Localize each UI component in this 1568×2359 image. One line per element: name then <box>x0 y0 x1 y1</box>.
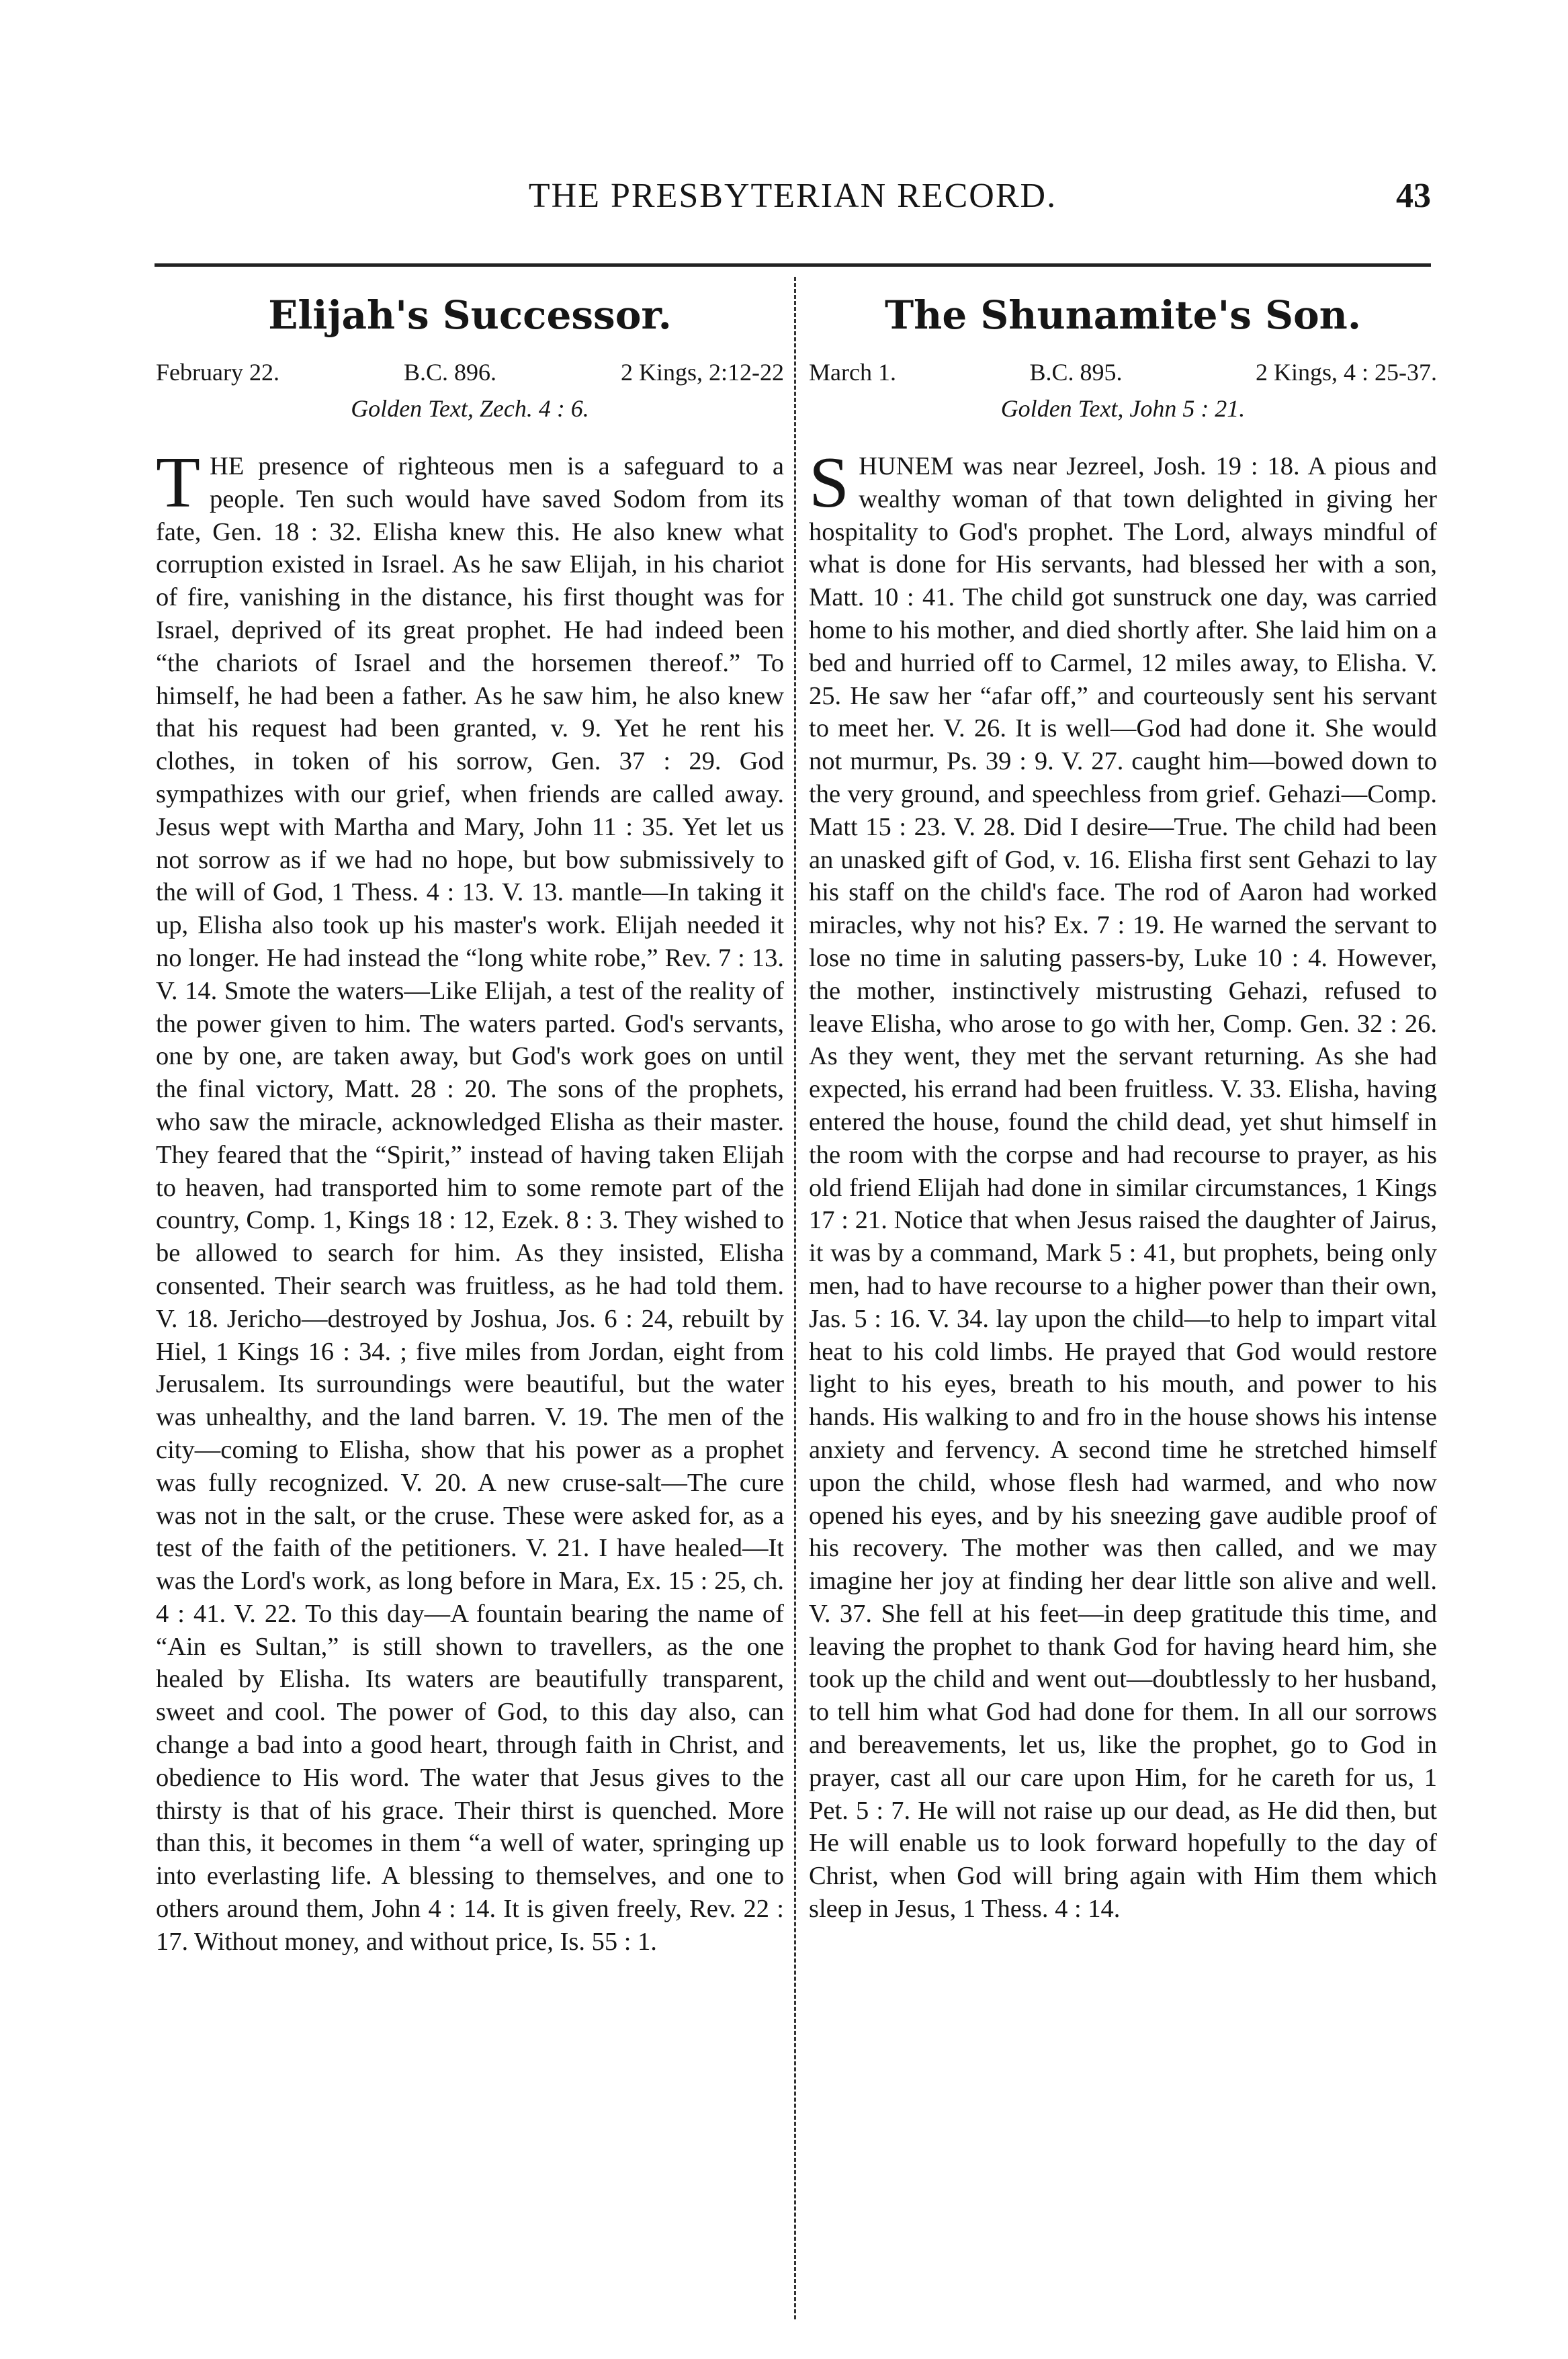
lesson-body-text: HUNEM was near Jezreel, Josh. 19 : 18. A pious and wealthy woman of that town delighted in giving her hospitality to God's prophet. The Lord, always mindful of what is done for His servants, had blessed her with a son, Matt. 10 : 41. The child got sunstruck one day, was carried home to his mother, and died shortly after. She laid him on a bed and hurried off to Carmel, 12 miles away, to Elisha. V. 25. He saw her “afar off,” and courteously sent his servant to meet her. V. 26. It is well—God had done it. She would not murmur, Ps. 39 : 9. V. 27. caught him—bowed down to the very ground, and speechless from grief. Gehazi—Comp. Matt 15 : 23. V. 28. Did I desire—True. The child had been an unasked gift of God, v. 16. Elisha first sent Gehazi to lay his staff on the child's face. The rod of Aaron had worked miracles, why not his? Ex. 7 : 19. He warned the servant to lose no time in saluting passers-by, Luke 10 : 4. However, the mother, instinctively mistrusting Gehazi, refused to leave Elisha, who arose to go with her, Comp. Gen. 32 : 26. As they went, they met the servant returning. As she had expected, his errand had been fruitless. V. 33. Elisha, having entered the house, found the child dead, yet shut himself in the room with the corpse and had recourse to prayer, as his old friend Elijah had done in similar circumstances, 1 Kings 17 : 21. Notice that when Jesus raised the daughter of Jairus, it was by a command, Mark 5 : 41, but prophets, being only men, had to have recourse to a higher power than their own, Jas. 5 : 16. V. 34. lay upon the child—to help to impart vital heat to his cold limbs. He prayed that God would restore light to his eyes, breath to his mouth, and power to his hands. His walking to and fro in the house shows his intense anxiety and fervency. A second time he stretched himself upon the child, whose flesh had warmed, and who now opened his eyes, and by his sneezing gave audible proof of his recovery. The mother was then called, and we may imagine her joy at finding her dear little son alive and well. V. 37. She fell at his feet—in deep gratitude this time, and leaving the prophet to thank God for having heard him, she took up the child and went out—doubtlessly to her husband, to tell him what God had done for them. In all our sorrows and bereavements, let us, like the prophet, go to God in prayer, cast all our care upon Him, for he careth for us, 1 Pet. 5 : 7. He will not raise up our dead, as He did then, but He will enable us to look forward hopefully to the day of Christ, when God will bring again with Him them which sleep in Jesus, 1 Thess. 4 : 14. <box>809 452 1437 1924</box>
lesson-date: March 1. <box>809 359 896 386</box>
lesson-title: The Shunamite's Son. <box>884 292 1362 338</box>
lesson-meta <box>156 355 784 390</box>
column-divider <box>794 277 796 2319</box>
running-title: THE PRESBYTERIAN RECORD. <box>528 177 1057 215</box>
lesson-year: B.C. 895. <box>1029 359 1123 386</box>
lesson-meta <box>809 355 1437 390</box>
lesson-body <box>156 443 784 1959</box>
lesson-reference: 2 Kings, 2:12-22 <box>621 359 784 386</box>
golden-text: Golden Text, Zech. 4 : 6. <box>351 395 589 422</box>
lesson-year: B.C. 896. <box>403 359 496 386</box>
lesson-date: February 22. <box>156 359 279 386</box>
drop-cap: S <box>809 443 850 523</box>
running-head <box>155 176 1431 230</box>
lesson-body <box>809 443 1437 1926</box>
lesson-reference: 2 Kings, 4 : 25-37. <box>1256 359 1437 386</box>
lesson-right <box>809 288 1437 1926</box>
page-number: 43 <box>1396 177 1431 215</box>
header-rule <box>155 263 1431 267</box>
lesson-body-text: HE presence of righteous men is a safeguard to a people. Ten such would have saved Sodom from its fate, Gen. 18 : 32. Elisha knew this. He also knew what corruption existed in Israel. As he saw Elijah, in his chariot of fire, vanishing in the distance, his first thought was for Israel, deprived of its great prophet. He had indeed been “the chariots of Israel and the horsemen thereof.” To himself, he had been a father. As he saw him, he also knew that his request had been granted, v. 9. Yet he rent his clothes, in token of his sorrow, Gen. 37 : 29. God sympathizes with our grief, when friends are called away. Jesus wept with Martha and Mary, John 11 : 35. Yet let us not sorrow as if we had no hope, but bow submissively to the will of God, 1 Thess. 4 : 13. V. 13. mantle—In taking it up, Elisha also took up his master's work. Elijah needed it no longer. He had instead the “long white robe,” Rev. 7 : 13. V. 14. Smote the waters—Like Elijah, a test of the reality of the power given to him. The waters parted. God's servants, one by one, are taken away, but God's work goes on until the final victory, Matt. 28 : 20. The sons of the prophets, who saw the miracle, acknowledged Elisha as their master. They feared that the “Spirit,” instead of having taken Elijah to heaven, had transported him to some remote part of the country, Comp. 1, Kings 18 : 12, Ezek. 8 : 3. They wished to be allowed to search for him. As they insisted, Elisha consented. Their search was fruitless, as he had told them. V. 18. Jericho—destroyed by Joshua, Jos. 6 : 24, rebuilt by Hiel, 1 Kings 16 : 34. ; five miles from Jordan, eight from Jerusalem. Its surroundings were beautiful, but the water was unhealthy, and the land barren. V. 19. The men of the city—coming to Elisha, show that his power as a prophet was fully recognized. V. 20. A new cruse-salt—The cure was not in the salt, or the cruse. These were asked for, as a test of the faith of the petitioners. V. 21. I have healed—It was the Lord's work, as long before in Mara, Ex. 15 : 25, ch. 4 : 41. V. 22. To this day—A fountain bearing the name of “Ain es Sultan,” is still shown to travellers, as the one healed by Elisha. Its waters are beautifully transparent, sweet and cool. The power of God, to this day also, can change a bad into a good heart, through faith in Christ, and obedience to His word. The water that Jesus gives to the thirsty is that of his grace. Their thirst is quenched. More than this, it becomes in them “a well of water, springing up into everlasting life. A blessing to themselves, and one to others around them, John 4 : 14. It is given freely, Rev. 22 : 17. Without money, and without price, Is. 55 : 1. <box>156 452 784 1956</box>
golden-text: Golden Text, John 5 : 21. <box>1000 395 1246 422</box>
lesson-title: Elijah's Successor. <box>268 292 672 338</box>
lesson-left <box>156 288 784 1959</box>
drop-cap: T <box>156 443 200 523</box>
